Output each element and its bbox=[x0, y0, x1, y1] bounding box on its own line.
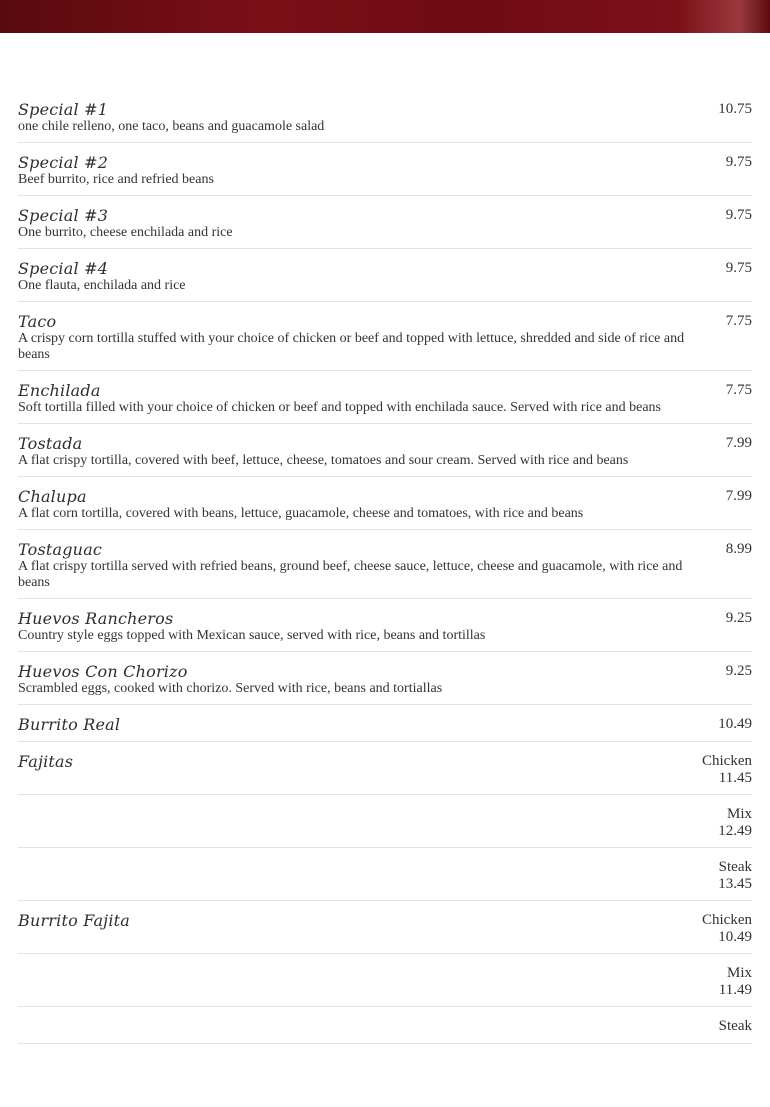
menu-item-description: Beef burrito, rice and refried beans bbox=[18, 172, 214, 187]
price-value: 10.49 bbox=[718, 716, 752, 732]
menu-item-description: One flauta, enchilada and rice bbox=[18, 278, 186, 293]
menu-item-info bbox=[18, 541, 688, 591]
price-option-label: Chicken bbox=[702, 912, 752, 928]
menu-item-name: Burrito Real bbox=[18, 715, 121, 734]
menu-item bbox=[18, 485, 752, 530]
menu-item-name bbox=[18, 806, 688, 824]
menu-item-price bbox=[726, 541, 752, 558]
menu-item-description: A crispy corn tortilla stuffed with your choice of chicken or beef and topped with lettuce, shredded and side of rice and beans bbox=[18, 331, 685, 362]
menu-item-info bbox=[18, 207, 688, 241]
menu-item-info bbox=[18, 435, 688, 469]
menu-item bbox=[18, 607, 752, 652]
menu-item-info bbox=[18, 806, 688, 824]
menu-item-name: Tostaguac bbox=[18, 540, 103, 559]
menu-item-name: Taco bbox=[18, 312, 57, 331]
menu-item bbox=[18, 204, 752, 249]
menu-item-description: one chile relleno, one taco, beans and guacamole salad bbox=[18, 119, 325, 134]
price-option-label: Steak bbox=[718, 859, 752, 875]
menu-item-name bbox=[18, 965, 688, 983]
menu-item-price bbox=[702, 753, 752, 787]
menu-item-price bbox=[726, 435, 752, 452]
menu-item bbox=[18, 962, 752, 1007]
menu-item-info bbox=[18, 154, 688, 188]
price-value: 9.25 bbox=[725, 663, 752, 679]
menu-item-name: Fajitas bbox=[18, 752, 74, 771]
menu-item-name: Huevos Con Chorizo bbox=[18, 662, 188, 681]
menu-item bbox=[18, 660, 752, 705]
top-banner bbox=[0, 0, 770, 33]
menu-item bbox=[18, 310, 752, 371]
menu-item-info bbox=[18, 101, 688, 135]
menu-item-name: Special #2 bbox=[18, 153, 109, 172]
menu-item bbox=[18, 538, 752, 599]
menu-item-price bbox=[718, 859, 752, 893]
menu-item-description: Country style eggs topped with Mexican sauce, served with rice, beans and tortillas bbox=[18, 628, 486, 643]
price-value: 7.75 bbox=[725, 313, 752, 329]
menu-item bbox=[18, 432, 752, 477]
menu-item-description: A flat crispy tortilla, covered with beef, lettuce, cheese, tomatoes and sour cream. Served with rice and beans bbox=[18, 453, 629, 468]
price-value: 10.75 bbox=[718, 101, 752, 117]
menu-item-name: Special #4 bbox=[18, 259, 109, 278]
price-value: 9.75 bbox=[725, 154, 752, 170]
menu-item-price bbox=[718, 716, 752, 733]
price-value: 7.75 bbox=[725, 382, 752, 398]
menu-item-description: Scrambled eggs, cooked with chorizo. Served with rice, beans and tortiallas bbox=[18, 681, 443, 696]
menu-item-name: Special #1 bbox=[18, 100, 109, 119]
menu-item-description: A flat crispy tortilla served with refried beans, ground beef, cheese sauce, lettuce, cheese and guacamole, with rice and beans bbox=[18, 559, 683, 590]
menu-item-name bbox=[18, 859, 688, 877]
menu-item bbox=[18, 151, 752, 196]
menu-item-price bbox=[726, 488, 752, 505]
menu-item-price bbox=[719, 965, 752, 999]
menu-item-info bbox=[18, 313, 688, 363]
menu-item-price bbox=[726, 382, 752, 399]
menu-item-name: Tostada bbox=[18, 434, 83, 453]
menu-item-price bbox=[726, 207, 752, 224]
price-value: 11.49 bbox=[718, 982, 752, 998]
menu-item-name: Enchilada bbox=[18, 381, 101, 400]
menu-item-info bbox=[18, 965, 688, 983]
menu-item-name bbox=[18, 1018, 688, 1036]
price-option-label: Steak bbox=[718, 1018, 752, 1034]
menu-item bbox=[18, 909, 752, 954]
menu-item-name: Special #3 bbox=[18, 206, 109, 225]
menu-item-info bbox=[18, 716, 688, 734]
menu-item-name: Huevos Rancheros bbox=[18, 609, 174, 628]
menu-item-price bbox=[718, 101, 752, 118]
menu-item-info bbox=[18, 912, 688, 930]
menu-item bbox=[18, 257, 752, 302]
menu-item-description: Soft tortilla filled with your choice of chicken or beef and topped with enchilada sauce. Served with rice and beans bbox=[18, 400, 662, 415]
price-value: 12.49 bbox=[718, 823, 752, 839]
price-option-label: Chicken bbox=[702, 753, 752, 769]
menu-item-info bbox=[18, 488, 688, 522]
menu-item bbox=[18, 803, 752, 848]
menu-item bbox=[18, 713, 752, 742]
menu-item-info bbox=[18, 753, 688, 771]
menu-item bbox=[18, 856, 752, 901]
menu-item-price bbox=[719, 1018, 752, 1035]
menu-item-info bbox=[18, 610, 688, 644]
price-value: 9.75 bbox=[725, 260, 752, 276]
menu-item-info bbox=[18, 1018, 688, 1036]
menu-item bbox=[18, 750, 752, 795]
price-value: 13.45 bbox=[718, 876, 752, 892]
menu-item bbox=[18, 98, 752, 143]
menu-item-price bbox=[726, 610, 752, 627]
menu-item-name: Chalupa bbox=[18, 487, 87, 506]
menu-list bbox=[18, 98, 752, 1052]
menu-item-price bbox=[718, 806, 752, 840]
price-value: 10.49 bbox=[718, 929, 752, 945]
menu-item-description: A flat corn tortilla, covered with beans, lettuce, guacamole, cheese and tomatoes, with rice and beans bbox=[18, 506, 584, 521]
menu-item-name: Burrito Fajita bbox=[18, 911, 131, 930]
menu-item-info bbox=[18, 663, 688, 697]
price-value: 7.99 bbox=[725, 488, 752, 504]
menu-item-info bbox=[18, 859, 688, 877]
menu-item-price bbox=[726, 260, 752, 277]
menu-item-price bbox=[726, 313, 752, 330]
menu-item-info bbox=[18, 382, 688, 416]
menu-item bbox=[18, 1015, 752, 1044]
menu-item-price bbox=[726, 154, 752, 171]
price-value: 9.25 bbox=[725, 610, 752, 626]
price-value: 7.99 bbox=[725, 435, 752, 451]
menu-item-price bbox=[726, 663, 752, 680]
price-value: 9.75 bbox=[725, 207, 752, 223]
price-value: 8.99 bbox=[725, 541, 752, 557]
menu-item-price bbox=[702, 912, 752, 946]
price-option-label: Mix bbox=[726, 806, 752, 822]
price-option-label: Mix bbox=[726, 965, 752, 981]
menu-item-description: One burrito, cheese enchilada and rice bbox=[18, 225, 233, 240]
menu-item bbox=[18, 379, 752, 424]
menu-item-info bbox=[18, 260, 688, 294]
price-value: 11.45 bbox=[718, 770, 752, 786]
